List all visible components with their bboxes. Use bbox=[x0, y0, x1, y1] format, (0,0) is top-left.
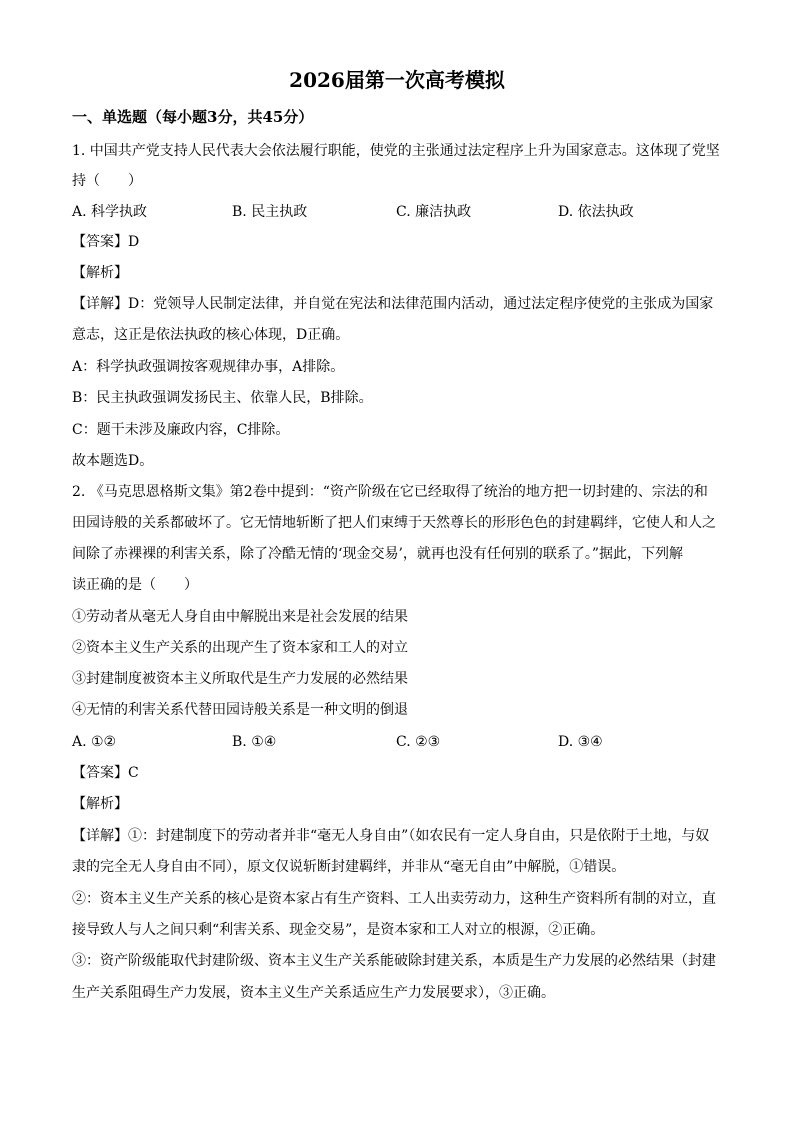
q1-detail-c: C：题干未涉及廉政内容，C排除。 bbox=[72, 422, 290, 438]
q2-option-a: A. ①② bbox=[72, 734, 117, 750]
q1-option-c: C. 廉洁执政 bbox=[396, 204, 472, 220]
q2-option-b: B. ①④ bbox=[232, 734, 277, 750]
q1-stem-line: 1. 中国共产党支持人民代表大会依法履行职能，使党的主张通过法定程序上升为国家意志。这体现了党坚 bbox=[72, 143, 720, 159]
q2-item: ②资本主义生产关系的出现产生了资本家和工人的对立 bbox=[72, 640, 408, 656]
q1-option-a: A. 科学执政 bbox=[72, 204, 148, 220]
q2-stem-line: 2. 《马克思恩格斯文集》第2卷中提到：“资产阶级在它已经取得了统治的地方把一切封建的、宗法的和 bbox=[72, 484, 708, 500]
q1-conclusion: 故本题选D。 bbox=[72, 453, 154, 469]
q1-option-d: D. 依法执政 bbox=[558, 204, 634, 220]
q1-detail-line: 意志，这正是依法执政的核心体现，D正确。 bbox=[72, 327, 350, 343]
q2-option-d: D. ③④ bbox=[558, 734, 603, 750]
section-heading: 一、单选题（每小题3分，共45分） bbox=[72, 108, 314, 126]
q2-detail-line: ②：资本主义生产关系的核心是资本家占有生产资料、工人出卖劳动力，这种生产资料所有制的对立，直 bbox=[72, 891, 716, 907]
q2-item: ①劳动者从毫无人身自由中解脱出来是社会发展的结果 bbox=[72, 609, 408, 625]
q1-detail-line: 【详解】D：党领导人民制定法律，并自觉在宪法和法律范围内活动，通过法定程序使党的主张成为国家 bbox=[72, 296, 714, 312]
q2-detail-line: ③：资产阶级能取代封建阶级、资本主义生产关系能破除封建关系，本质是生产力发展的必然结果（封建 bbox=[72, 953, 716, 969]
q1-option-b: B. 民主执政 bbox=[232, 204, 308, 220]
q1-answer: 【答案】D bbox=[72, 234, 140, 250]
q1-detail-b: B：民主执政强调发扬民主、依靠人民，B排除。 bbox=[72, 390, 373, 406]
document-title: 2026届第一次高考模拟 bbox=[289, 68, 505, 92]
q2-stem-line: 间除了赤裸裸的利害关系，除了冷酷无情的‘现金交易’，就再也没有任何别的联系了。”据此，下列解 bbox=[72, 546, 684, 562]
q2-answer: 【答案】C bbox=[72, 765, 139, 781]
q1-detail-a: A：科学执政强调按客观规律办事，A排除。 bbox=[72, 359, 345, 375]
q1-analysis-label: 【解析】 bbox=[72, 265, 128, 281]
q2-stem-line: 田园诗般的关系都破坏了。它无情地斩断了把人们束缚于天然尊长的形形色色的封建羁绊，它使人和人之 bbox=[72, 515, 716, 531]
q2-detail-line: 接导致人与人之间只剩“利害关系、现金交易”，是资本家和工人对立的根源，②正确。 bbox=[72, 922, 605, 938]
q2-detail-line: 生产关系阻碍生产力发展，资本主义生产关系适应生产力发展要求），③正确。 bbox=[72, 985, 555, 1001]
q2-option-c: C. ②③ bbox=[396, 734, 441, 750]
q2-analysis-label: 【解析】 bbox=[72, 796, 128, 812]
q2-stem-line: 读正确的是（ ） bbox=[72, 577, 198, 593]
q2-detail-line: 隶的完全无人身自由不同），原文仅说斩断封建羁绊，并非从“毫无自由”中解脱，①错误。 bbox=[72, 859, 626, 875]
q2-item: ③封建制度被资本主义所取代是生产力发展的必然结果 bbox=[72, 671, 408, 687]
q1-stem-line: 持（ ） bbox=[72, 173, 142, 189]
q2-detail-line: 【详解】①：封建制度下的劳动者并非“毫无人身自由”（如农民有一定人身自由，只是依附于土地，与奴 bbox=[72, 828, 710, 844]
q2-item: ④无情的利害关系代替田园诗般关系是一种文明的倒退 bbox=[72, 702, 408, 718]
